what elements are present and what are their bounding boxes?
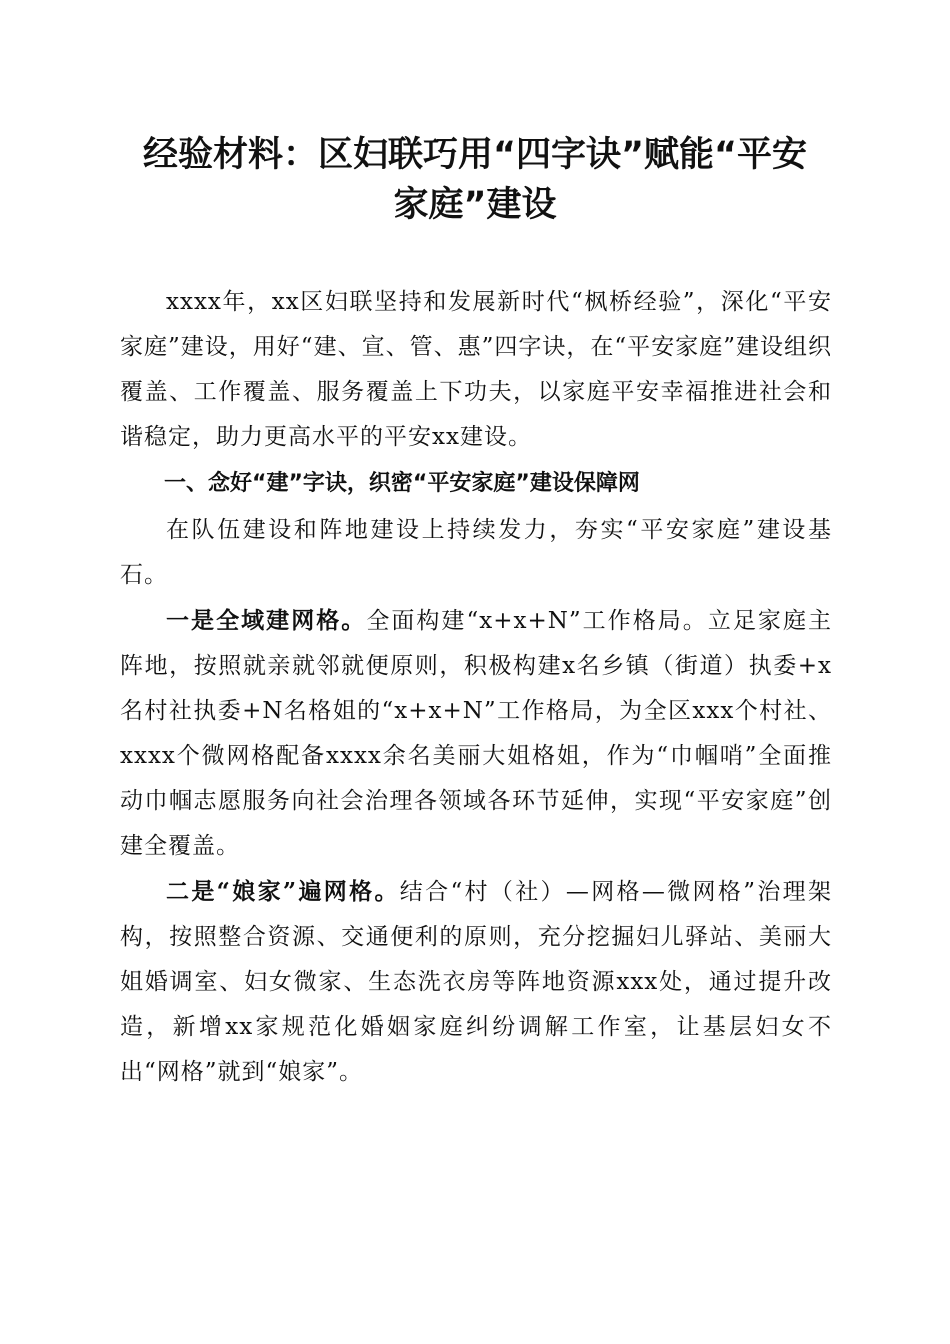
item-1-paragraph [120, 598, 832, 869]
document-title [110, 130, 840, 230]
item-2-text: 结合“村（社）—网格—微网格”治理架构，按照整合资源、交通便利的原则，充分挖掘妇儿驿站、美丽大姐婚调室、妇女微家、生态洗衣房等阵地资源xxx处，通过提升改造，新增xx家规范化婚姻家庭纠纷调解工作室，让基层妇女不出“网格”就到“娘家”。 [120, 879, 832, 1085]
item-1-lead: 一是全域建网格。 [166, 607, 367, 634]
intro-paragraph: xxxx年，xx区妇联坚持和发展新时代“枫桥经验”，深化“平安家庭”建设，用好“建、宣、管、惠”四字诀，在“平安家庭”建设组织覆盖、工作覆盖、服务覆盖上下功夫，以家庭平安幸福推进社会和谐稳定，助力更高水平的平安xx建设。 [120, 289, 832, 450]
item-1-text: 全面构建“x+x+N”工作格局。立足家庭主阵地，按照就亲就邻就便原则，积极构建x名乡镇（街道）执委+x名村社执委+N名格姐的“x+x+N”工作格局，为全区xxx个村社、xxxx个微网格配备xxxx余名美丽大姐格姐，作为“巾帼哨”全面推动巾帼志愿服务向社会治理各领域各环节延伸，实现“平安家庭”创建全覆盖。 [120, 608, 832, 859]
document-body [120, 280, 832, 1095]
section-1-heading: 一、念好“建”字诀，织密“平安家庭”建设保障网 [164, 471, 640, 496]
title-line-1: 经验材料：区妇联巧用“四字诀”赋能“平安 [142, 135, 807, 175]
section-1-intro-paragraph: 在队伍建设和阵地建设上持续发力，夯实“平安家庭”建设基石。 [120, 517, 832, 588]
title-line-2: 家庭”建设 [393, 185, 557, 225]
item-2-paragraph [120, 869, 832, 1095]
item-2-lead: 二是“娘家”遍网格。 [166, 878, 400, 905]
